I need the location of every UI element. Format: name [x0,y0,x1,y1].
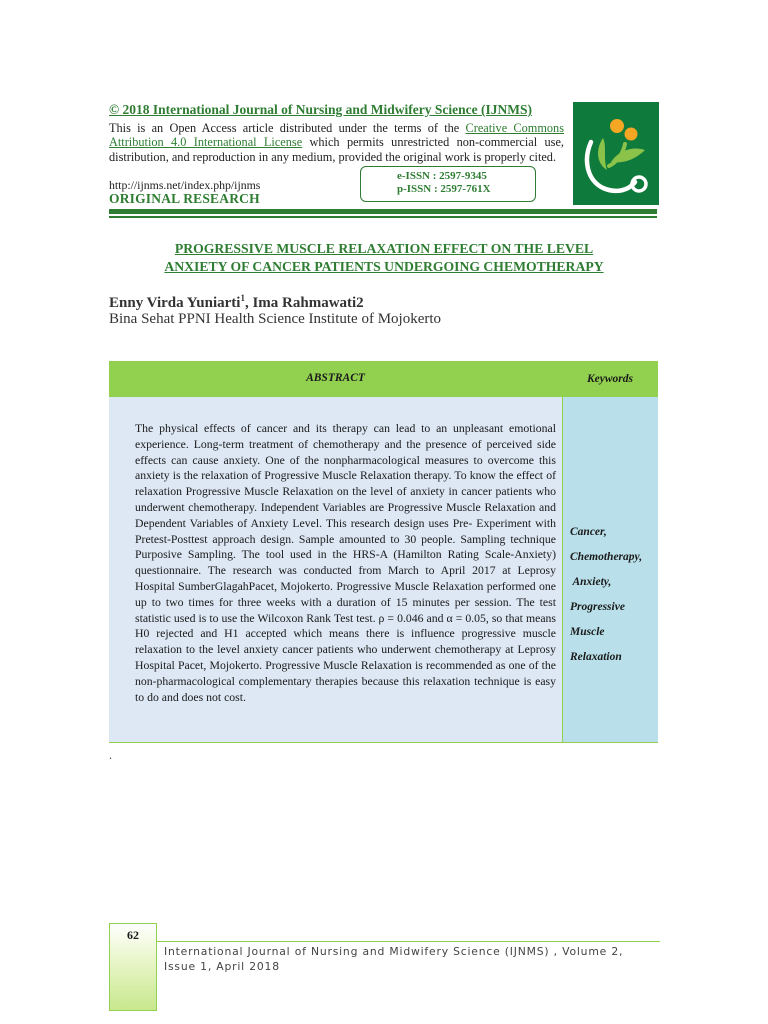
footer-citation [164,945,654,974]
keywords-heading: Keywords [587,373,633,385]
column-divider [562,397,563,743]
author-line [109,293,364,312]
keyword: Anxiety, [570,576,612,588]
header-rule-thick [109,209,657,214]
trailing-dot: . [109,748,112,762]
footer-line-1: International Journal of Nursing and Midwifery Science (IJNMS) , Volume 2, [164,945,624,958]
author-separator: , [244,295,253,311]
author-1: Enny Virda Yuniarti [109,295,241,311]
keyword: Muscle [570,626,605,638]
keywords-list [570,520,658,670]
journal-url[interactable]: http://ijnms.net/index.php/ijnms [109,178,261,192]
issn-box [360,166,536,202]
keyword: Cancer, [570,526,607,538]
author-1-affiliation-mark: 1 [240,293,245,303]
title-line-1: PROGRESSIVE MUSCLE RELAXATION EFFECT ON THE LEVEL [174,241,594,256]
article-title [100,240,668,276]
eissn: e-ISSN : 2597-9345 [397,170,487,182]
section-label: ORIGINAL RESEARCH [109,191,260,206]
license-statement [109,121,564,164]
journal-logo-icon [573,102,659,205]
keyword: Relaxation [570,651,622,663]
header-rule-thin [109,216,657,218]
affiliation: Bina Sehat PPNI Health Science Institute of Mojokerto [109,311,442,327]
logo-graphic [573,102,659,205]
license-link[interactable]: Creative Commons Attribution 4.0 International License [109,121,564,150]
keyword: Chemotherapy, [570,551,643,563]
page-number: 62 [127,928,139,942]
author-2: Ima Rahmawati2 [252,295,364,311]
title-line-2: ANXIETY OF CANCER PATIENTS UNDERGOING CHEMOTHERAPY [164,259,604,274]
table-bottom-border [109,742,658,743]
license-prefix: This is an Open Access article distributed under the terms of the [109,121,466,135]
footer-rule [157,941,660,942]
license-suffix: which permits unrestricted non-commercial use, distribution, and reproduction in any medium, provided the original work is properly cited. [109,135,564,164]
keyword: Progressive [570,601,625,613]
abstract-heading: ABSTRACT [306,372,365,384]
footer-line-2: Issue 1, April 2018 [164,959,280,973]
pissn: p-ISSN : 2597-761X [397,183,491,195]
copyright-notice[interactable]: © 2018 International Journal of Nursing and Midwifery Science (IJNMS) [109,102,532,117]
abstract-text: The physical effects of cancer and its therapy can lead to an unpleasant emotional experience. Long-term treatment of chemotherapy and the presence of perceived side effects can cause anxiety. One of the nonpharmacological measures to overcome this anxiety is the relaxation of Progressive Muscle Relaxation therapy. To know the effect of relaxation Progressive Muscle Relaxation on the level of anxiety in cancer patients who underwent chemotherapy. Independent Variables are Progressive Muscle Relaxation and Dependent Variables of Anxiety Level. This research design uses Pre- Experiment with Pretest-Posttest approach design. Sample amounted to 30 people. Sampling technique Purposive Sampling. The tool used in the HRS-A (Hamilton Rating Scale-Anxiety) questionnaire. The research was conducted from March to April 2017 at Leprosy Hospital SumberGlagahPacet, Mojokerto. Progressive Muscle Relaxation performed one up to two times for three weeks with a duration of 15 minutes per session. The test statistic used is to use the Wilcoxon Rank Test test. ρ = 0.046 and α = 0.05, so that means H0 rejected and H1 accepted which means there is influence progressive muscle relaxation to the level anxiety cancer patients who underwent chemotherapy at Leprosy Hospital Pacet, Mojokerto. Progressive Muscle Relaxation is recommended as one of the non-pharmacological complementary therapies because this relaxation technique is easy to do and does not cost. [135,422,556,704]
